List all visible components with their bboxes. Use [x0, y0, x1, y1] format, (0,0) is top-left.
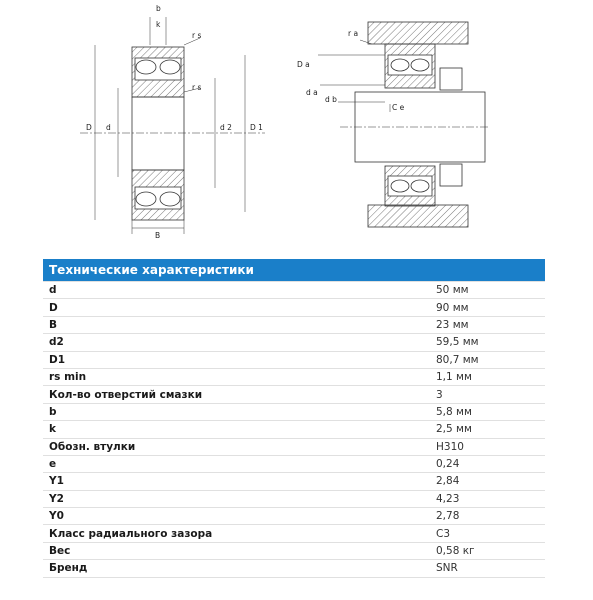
table-row — [43, 455, 545, 472]
spec-table-title: Технические характеристики — [43, 259, 545, 281]
label-db: d b — [325, 95, 337, 104]
label-k: k — [156, 20, 161, 29]
spec-table-section — [43, 259, 545, 578]
param-value: 0,58 кг — [434, 542, 545, 559]
param-name: Y2 — [43, 490, 434, 507]
param-name: e — [43, 455, 434, 472]
param-value: 1,1 мм — [434, 368, 545, 385]
table-row — [43, 316, 545, 333]
param-name: D — [43, 299, 434, 316]
param-value: 4,23 — [434, 490, 545, 507]
param-name: B — [43, 316, 434, 333]
param-value: 2,78 — [434, 508, 545, 525]
label-rs-top: r s — [192, 31, 202, 40]
param-name: d — [43, 282, 434, 299]
param-name: Обозн. втулки — [43, 438, 434, 455]
table-row — [43, 386, 545, 403]
label-b: b — [156, 4, 161, 13]
param-name: Y0 — [43, 508, 434, 525]
label-rs-mid: r s — [192, 83, 202, 92]
param-value: 80,7 мм — [434, 351, 545, 368]
label-ra: r a — [348, 29, 359, 38]
param-value: SNR — [434, 560, 545, 577]
table-row — [43, 525, 545, 542]
param-value: 23 мм — [434, 316, 545, 333]
table-row — [43, 403, 545, 420]
label-D: D — [86, 123, 92, 132]
bearing-drawing — [0, 0, 593, 250]
param-name: rs min — [43, 368, 434, 385]
label-D1: D 1 — [250, 123, 263, 132]
param-value: 2,84 — [434, 473, 545, 490]
param-name: D1 — [43, 351, 434, 368]
param-name: Класс радиального зазора — [43, 525, 434, 542]
table-row — [43, 334, 545, 351]
table-row — [43, 473, 545, 490]
table-row — [43, 421, 545, 438]
param-value: 50 мм — [434, 282, 545, 299]
table-row — [43, 282, 545, 299]
param-name: Вес — [43, 542, 434, 559]
table-row — [43, 542, 545, 559]
table-row — [43, 299, 545, 316]
param-value: 59,5 мм — [434, 334, 545, 351]
param-value: 5,8 мм — [434, 403, 545, 420]
param-name: Бренд — [43, 560, 434, 577]
label-B: B — [155, 231, 161, 240]
label-d: d — [106, 123, 111, 132]
param-name: Y1 — [43, 473, 434, 490]
table-row — [43, 560, 545, 577]
table-row — [43, 351, 545, 368]
param-value: 0,24 — [434, 455, 545, 472]
param-value: C3 — [434, 525, 545, 542]
param-name: d2 — [43, 334, 434, 351]
param-name: Кол-во отверстий смазки — [43, 386, 434, 403]
label-d2: d 2 — [220, 123, 232, 132]
table-row — [43, 438, 545, 455]
table-row — [43, 508, 545, 525]
param-name: b — [43, 403, 434, 420]
spec-table — [43, 281, 545, 578]
param-value: 2,5 мм — [434, 421, 545, 438]
table-row — [43, 490, 545, 507]
label-Da: D a — [297, 60, 310, 69]
table-row — [43, 368, 545, 385]
mounting-view — [318, 22, 490, 227]
param-value: 90 мм — [434, 299, 545, 316]
param-value: H310 — [434, 438, 545, 455]
label-Ce: C e — [392, 103, 405, 112]
param-name: k — [43, 421, 434, 438]
param-value: 3 — [434, 386, 545, 403]
label-da: d a — [306, 88, 318, 97]
